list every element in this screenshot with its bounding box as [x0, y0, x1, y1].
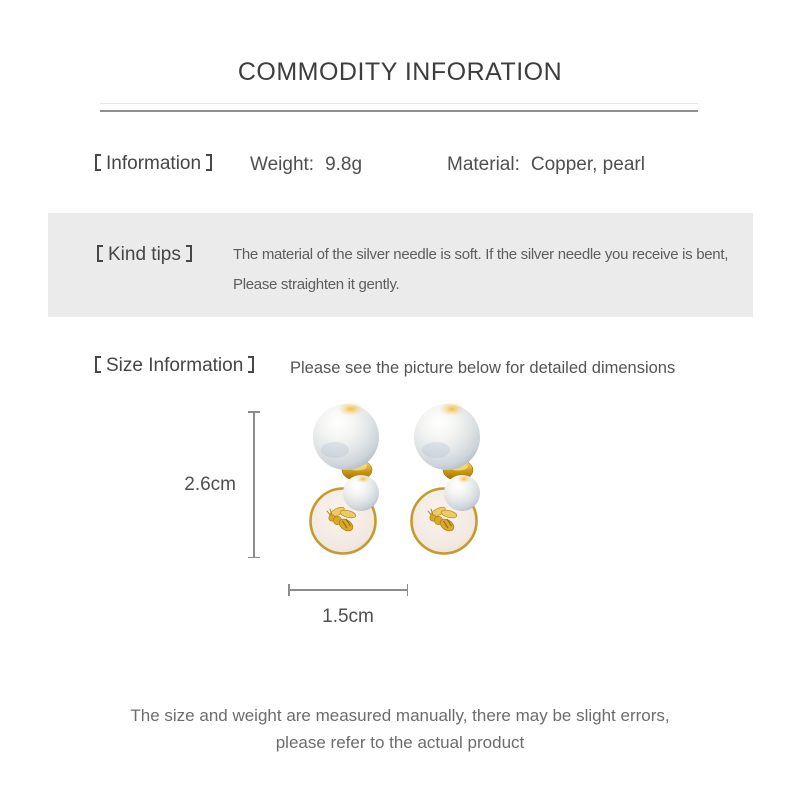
disclaimer-text	[0, 702, 800, 756]
bracket-close-icon	[206, 154, 212, 171]
weight-label: Weight:	[250, 154, 315, 175]
width-dimension-value: 1.5cm	[322, 606, 374, 627]
size-information-row	[0, 355, 800, 383]
information-label	[95, 153, 212, 175]
dimension-line	[289, 589, 407, 591]
kind-tips-label	[97, 244, 192, 266]
title-divider	[100, 110, 698, 112]
dimension-line	[253, 412, 255, 557]
kind-tips-line-2: Please straighten it gently.	[233, 276, 400, 293]
information-label-text: Information	[106, 153, 202, 174]
size-information-note: Please see the picture below for detailed dimensions	[290, 359, 676, 377]
bracket-close-icon	[248, 356, 254, 373]
width-dimension-line	[288, 584, 408, 596]
height-dimension-value: 2.6cm	[184, 474, 236, 495]
earrings-illustration	[303, 396, 508, 558]
dimension-cap	[248, 557, 260, 559]
size-information-label	[95, 355, 254, 377]
page-title: COMMODITY INFORATION	[237, 58, 563, 86]
disclaimer-line-1: The size and weight are measured manually, there may be slight errors,	[130, 706, 670, 725]
disclaimer-line-2: please refer to the actual product	[275, 733, 525, 752]
bracket-open-icon	[95, 356, 101, 373]
height-dimension-line	[248, 411, 260, 558]
material-value: Copper, pearl	[530, 154, 645, 175]
weight-value: 9.8g	[325, 154, 363, 175]
size-information-label-text: Size Information	[106, 355, 244, 376]
material-field	[447, 154, 645, 176]
weight-field	[250, 154, 362, 176]
earrings-product-image	[303, 396, 508, 558]
bracket-open-icon	[97, 245, 103, 262]
kind-tips-line-1: The material of the silver needle is soft. If the silver needle you receive is bent,	[233, 246, 729, 263]
material-label: Material:	[447, 154, 520, 175]
kind-tips-text	[233, 240, 743, 300]
title-divider-highlight	[100, 103, 698, 104]
dimension-cap	[407, 584, 409, 596]
bracket-close-icon	[186, 245, 192, 262]
information-row	[0, 153, 800, 179]
bracket-open-icon	[95, 154, 101, 171]
kind-tips-label-text: Kind tips	[108, 244, 181, 265]
